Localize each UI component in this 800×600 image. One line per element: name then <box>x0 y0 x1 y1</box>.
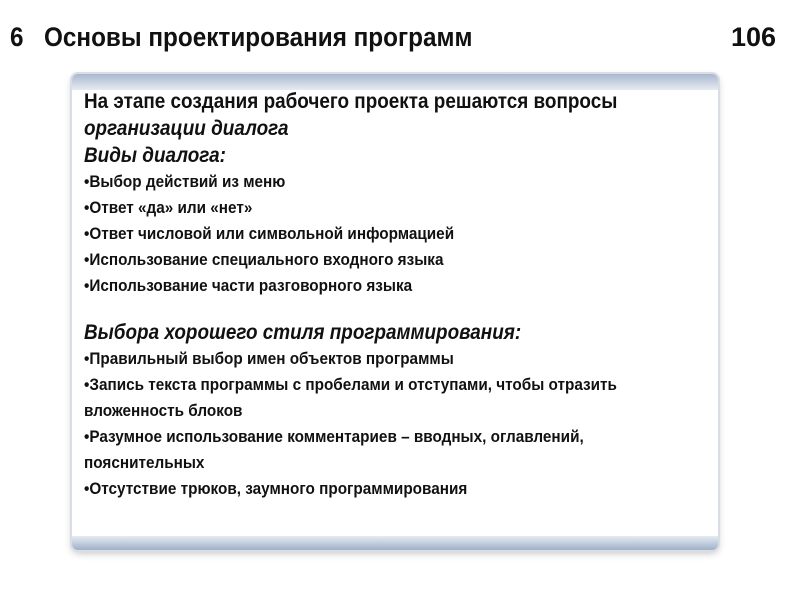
content-panel <box>72 74 718 550</box>
list-item-continuation: пояснительных <box>84 453 205 472</box>
chapter-title: Основы проектирования программ <box>44 22 473 52</box>
intro-line-italic: организации диалога <box>84 117 289 140</box>
list-item: •Использование специального входного языка <box>84 250 444 269</box>
panel-body <box>84 88 712 534</box>
section-heading-programming-style: Выбора хорошего стиля программирования: <box>84 321 522 344</box>
chapter-number: 6 <box>10 22 24 52</box>
list-item: •Ответ «да» или «нет» <box>84 198 253 217</box>
panel-bottom-bar <box>72 536 718 550</box>
list-item: •Правильный выбор имен объектов программы <box>84 349 454 368</box>
intro-line: На этапе создания рабочего проекта решаются вопросы <box>84 90 618 113</box>
page-number: 106 <box>730 22 776 52</box>
list-item: •Отсутствие трюков, заумного программирования <box>84 479 468 498</box>
slide-header <box>0 22 800 64</box>
list-item: •Разумное использование комментариев – вводных, оглавлений, <box>84 427 584 446</box>
list-item: •Использование части разговорного языка <box>84 276 413 295</box>
list-item: •Ответ числовой или символьной информацией <box>84 224 455 243</box>
list-item: •Запись текста программы с пробелами и отступами, чтобы отразить <box>84 375 617 394</box>
list-item: •Выбор действий из меню <box>84 172 286 191</box>
list-item-continuation: вложенность блоков <box>84 401 243 420</box>
section-spacer <box>84 299 712 319</box>
section-heading-dialog-types: Виды диалога: <box>84 144 226 167</box>
